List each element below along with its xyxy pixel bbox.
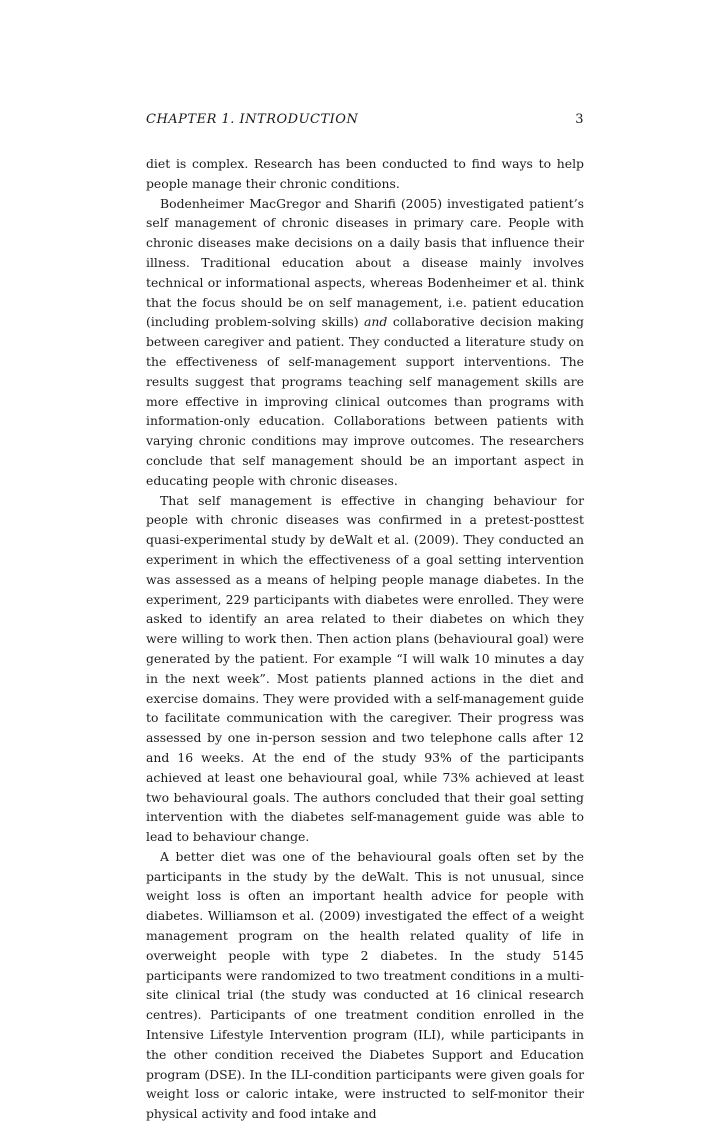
paragraph: That self management is effective in changing behaviour for people with chronic diseases was confirmed in a pretest-posttest quasi-experimental study by deWalt et al. (2009). They conducted an experiment in which the effectiveness of a goal setting intervention was assessed as a means of helping people manage diabetes. In the experiment, 229 participants with diabetes were enrolled. They were asked to identify an area related to their diabetes on which they were willing to work then. Then action plans (behavioural goal) were generated by the patient. For example “I will walk 10 minutes a day in the next week”. Most patients planned actions in the diet and exercise domains. They were provided with a self-management guide to facilitate communication with the caregiver. Their progress was assessed by one in-person session and two telephone calls after 12 and 16 weeks. At the end of the study 93% of the participants achieved at least one behavioural goal, while 73% achieved at least two behavioural goals. The authors concluded that their goal setting intervention with the diabetes self-management guide was able to lead to behaviour change. — [146, 492, 584, 845]
paragraph: A better diet was one of the behavioural goals often set by the participants in the study by the deWalt. This is not unusual, since weight loss is often an important health advice for people with diabetes. Williamson et al. (2009) investigated the effect of a weight management program on the health related quality of life in overweight people with type 2 diabetes. In the study 5145 participants were randomized to two treatment conditions in a multi-site clinical trial (the study was conducted at 16 clinical research centres). Participants of one treatment condition enrolled in the Intensive Lifestyle Intervention program (ILI), while participants in the other condition received the Diabetes Support and Education program (DSE). In the ILI-condition participants were given goals for weight loss or caloric intake, were instructed to self-monitor their physical activity and food intake and — [146, 848, 584, 1122]
paragraph: diet is complex. Research has been conducted to find ways to help people manage their chronic conditions. — [146, 156, 584, 191]
running-header — [146, 112, 584, 132]
paragraph-text-after-emphasis: collaborative decision making between caregiver and patient. They conducted a literature study on the effectiveness of self-management support interventions. The results suggest that programs teaching self management skills are more effective in improving clinical outcomes than programs with information-only education. Collaborations between patients with varying chronic conditions may improve outcomes. The researchers conclude that self management should be an important aspect in educating people with chronic diseases. — [146, 314, 584, 488]
page-number: 3 — [575, 112, 584, 127]
chapter-title: CHAPTER 1. INTRODUCTION — [146, 112, 359, 127]
paragraph — [146, 194, 584, 491]
paragraph-text-before-emphasis: Bodenheimer MacGregor and Sharifi (2005) investigated patient’s self management of chronic diseases in primary care. People with chronic diseases make decisions on a daily basis that influence their illness. Traditional education about a disease mainly involves technical or informational aspects, whereas Bodenheimer et al. think that the focus should be on self management, i.e. patient education (including problem-solving skills) — [146, 195, 584, 330]
emphasis-and: and — [364, 314, 388, 330]
body-text — [146, 154, 584, 1124]
